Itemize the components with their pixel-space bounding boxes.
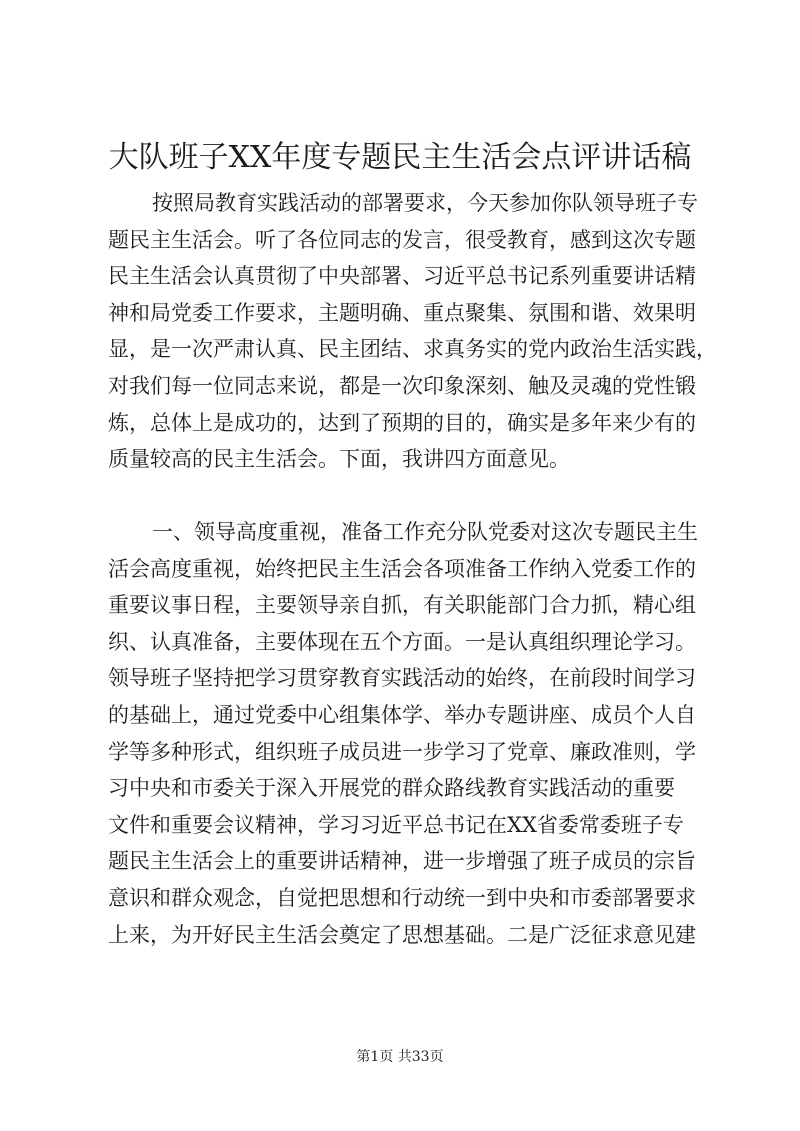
paragraph-2-line: 领导班子坚持把学习贯穿教育实践活动的始终，在前段时间学习 <box>108 666 696 691</box>
paragraph-2-line: 文件和重要会议精神，学习习近平总书记在XX省委常委班子专 <box>108 812 684 837</box>
page-footer: 第1页 共33页 <box>356 1049 444 1065</box>
paragraph-1-line: 对我们每一位同志来说，都是一次印象深刻、触及灵魂的党性锻 <box>108 373 696 398</box>
paragraph-1-line: 民主生活会认真贯彻了中央部署、习近平总书记系列重要讲话精 <box>108 264 696 289</box>
paragraph-2-line: 织、认真准备，主要体现在五个方面。一是认真组织理论学习。 <box>108 629 696 654</box>
paragraph-2-line: 学等多种形式，组织班子成员进一步学习了党章、廉政准则，学 <box>108 739 696 764</box>
paragraph-2-line: 习中央和市委关于深入开展党的群众路线教育实践活动的重要 <box>108 776 675 801</box>
paragraph-2-line: 重要议事日程，主要领导亲自抓，有关职能部门合力抓，精心组 <box>108 593 696 618</box>
paragraph-1 <box>108 185 717 478</box>
paragraph-1-line: 质量较高的民主生活会。下面，我讲四方面意见。 <box>108 447 570 472</box>
paragraph-2-line: 一、领导高度重视，准备工作充分队党委对这次专题民主生 <box>152 520 698 544</box>
paragraph-1-line: 炼，总体上是成功的，达到了预期的目的，确实是多年来少有的 <box>108 410 696 435</box>
paragraph-2 <box>108 514 712 953</box>
paragraph-1-line: 按照局教育实践活动的部署要求，今天参加你队领导班子专 <box>152 191 698 215</box>
paragraph-2-line: 题民主生活会上的重要讲话精神，进一步增强了班子成员的宗旨 <box>108 849 696 874</box>
paragraph-2-line: 活会高度重视，始终把民主生活会各项准备工作纳入党委工作的 <box>108 556 696 581</box>
paragraph-1-line: 神和局党委工作要求，主题明确、重点聚集、氛围和谐、效果明 <box>108 300 696 325</box>
paragraph-2-line: 的基础上，通过党委中心组集体学、举办专题讲座、成员个人自 <box>108 702 696 727</box>
paragraph-2-line: 意识和群众观念，自觉把思想和行动统一到中央和市委部署要求 <box>108 885 696 910</box>
document-title: 大队班子XX年度专题民主生活会点评讲话稿 <box>108 140 692 175</box>
paragraph-2-line: 上来，为开好民主生活会奠定了思想基础。二是广泛征求意见建 <box>108 922 696 947</box>
paragraph-1-line: 显，是一次严肃认真、民主团结、求真务实的党内政治生活实践， <box>108 337 717 362</box>
paragraph-1-line: 题民主生活会。听了各位同志的发言，很受教育，感到这次专题 <box>108 227 696 252</box>
